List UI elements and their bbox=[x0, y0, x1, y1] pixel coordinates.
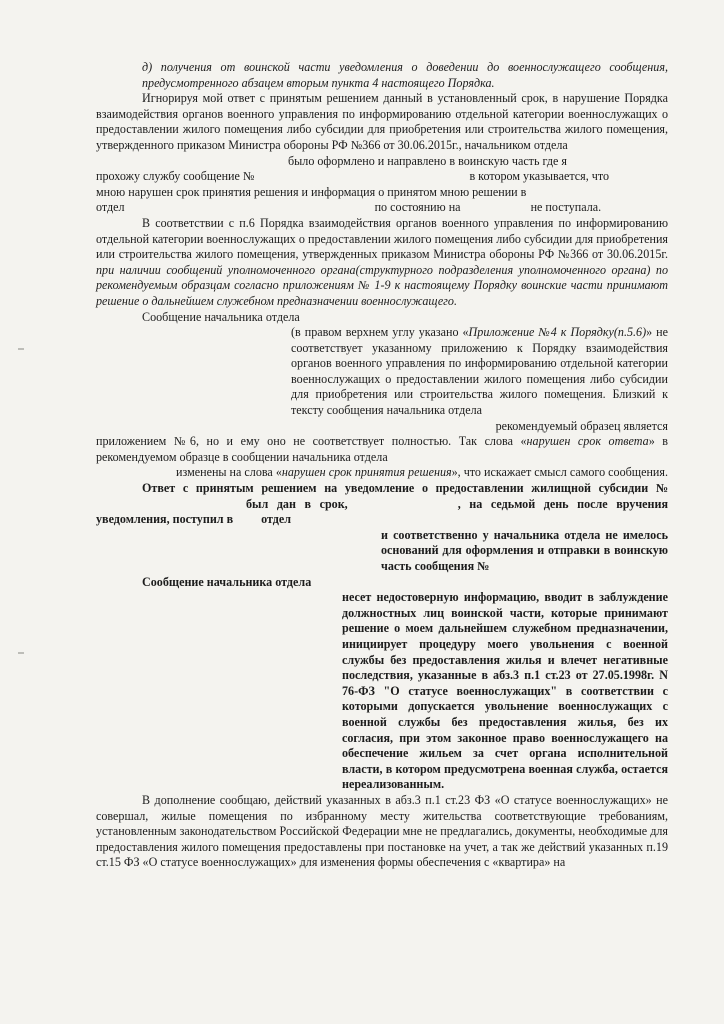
paragraph-answer bbox=[96, 481, 668, 528]
p6-text-a: Сообщение начальника отдела bbox=[142, 574, 312, 589]
paragraph-ignoring-cont2 bbox=[96, 169, 668, 185]
p2-text-e: мною нарушен срок принятия решения и информация о принятом мною решении в bbox=[96, 184, 527, 199]
paragraph-message-mismatch-cont4 bbox=[96, 465, 668, 481]
p7-text: В дополнение сообщаю, действий указанных в абз.3 п.1 ст.23 ФЗ «О статусе военнослужащих» не совершал, жилые помещения по избранному месту жительства соответствующие требованиям, установленным законодательством Российской Федерации мне не предлагались, документы, необходимые для предоставления жилого помещения предоставлены при постановке на учет, а так же действий указанных п.19 ст.15 ФЗ «О статусе военнослужащих» для изменения формы обеспечения с «квартира» на bbox=[96, 792, 668, 870]
p3-text-b: при наличии сообщений уполномоченного органа(структурного подразделения уполномоченного органа) по рекомендуемым образцам согласно приложениям № 1-9 к настоящему Порядку воинские части принимают решение о дальнейшем служебном предназначении военнослужащего. bbox=[96, 262, 668, 308]
p2-text-h: не поступала. bbox=[530, 200, 602, 215]
p4-text-h: » в рекомендуемом образце в сообщении начальника отдела bbox=[96, 434, 668, 464]
p2-text-f: отдел bbox=[96, 200, 125, 215]
paragraph-d-text: д) получения от воинской части уведомления о доведении до военнослужащего сообщения, предусмотренного абзацем вторым пункта 4 настоящего Порядка. bbox=[142, 60, 668, 90]
p5-text-d: отдел bbox=[261, 512, 292, 527]
p2-text-a: Игнорируя мой ответ с принятым решением данный в установленный срок, в нарушение Порядка взаимодействия органов военного управления по информированию отдельной категории военнослужащих о предоставлении жилого помещения либо субсидии для приобретения или строительства жилого помещения, утвержденного приказом Министра обороны РФ №366 от 30.06.2015г., начальником отдела bbox=[96, 91, 668, 152]
p4-text-c: Приложение №4 к Порядку(п.5.6) bbox=[468, 325, 647, 340]
paragraph-message-mismatch-cont bbox=[96, 325, 668, 419]
paragraph-message-mismatch-cont2 bbox=[96, 419, 668, 435]
p4-text-i: изменены на слова « bbox=[176, 465, 282, 480]
paragraph-ignoring bbox=[96, 91, 668, 153]
paragraph-message-mismatch bbox=[96, 310, 668, 326]
p5-text-f: не имелось оснований для оформления и отправки в воинскую часть сообщения № bbox=[381, 527, 668, 573]
paragraph-addition bbox=[96, 793, 668, 871]
p2-text-b: было оформлено и направлено в воинскую часть где я bbox=[288, 153, 567, 168]
p4-text-a: Сообщение начальника отдела bbox=[142, 309, 300, 324]
p4-text-b: (в правом верхнем углу указано « bbox=[291, 325, 469, 340]
p3-text-a: В соответствии с п.6 Порядка взаимодействия органов военного управления по информированию отдельной категории военнослужащих о предоставлении жилого помещения либо субсидии для приобретения или строительства жилого помещения, утвержденных приказом Министра обороны РФ №366 от 30.06.2015г. bbox=[96, 215, 668, 262]
p5-text-c: , на седьмой день после вручения уведомления, поступил в bbox=[96, 496, 669, 527]
paragraph-ignoring-cont1 bbox=[96, 154, 668, 170]
p4-text-e: рекомендуемый образец является bbox=[495, 418, 668, 433]
paragraph-unreliable bbox=[96, 575, 668, 591]
p2-text-c: прохожу службу сообщение № bbox=[96, 169, 255, 184]
p4-text-k: », что искажает смысл самого сообщения. bbox=[451, 465, 668, 480]
scan-mark bbox=[18, 652, 24, 654]
p5-text-a: Ответ с принятым решением на уведомление о предоставлении жилищной субсидии № bbox=[142, 481, 668, 496]
p5-text-b: был дан в срок, bbox=[246, 496, 348, 511]
paragraph-message-mismatch-cont3 bbox=[96, 434, 668, 465]
p4-text-f: приложением №6, но и ему оно не соответствует полностью. Так слова « bbox=[96, 434, 527, 449]
p2-text-g: по состоянию на bbox=[374, 200, 461, 215]
scan-mark bbox=[18, 348, 24, 350]
paragraph-ignoring-cont3 bbox=[96, 185, 668, 201]
p2-text-d: в котором указывается, что bbox=[469, 169, 610, 184]
paragraph-unreliable-cont bbox=[96, 590, 668, 793]
p5-text-e: и соответственно у начальника отдела bbox=[381, 527, 601, 542]
p6-text-b: несет недостоверную информацию, вводит в заблуждение должностных лиц воинской части, которые принимают решение о моем дальнейшем служебном предназначении, инициирует процедуру моего увольнения с военной службы без предоставления жилья и влечет негативные последствия, указанные в абз.3 п.1 ст.23 от 27.05.1998г. N 76-ФЗ "О статусе военнослужащих" в соответствии с которыми допускается увольнение военнослужащих с военной службы без предоставления жилья, без их согласия, при этом законное право военнослужащего на обеспечение жильем за счет органа исполнительной власти, в котором предусмотрена военная служба, остается нереализованным. bbox=[342, 590, 668, 792]
p4-text-j: нарушен срок принятия решения bbox=[281, 465, 452, 480]
paragraph-accordance bbox=[96, 216, 668, 310]
paragraph-d bbox=[96, 60, 668, 91]
document-body bbox=[96, 60, 668, 871]
paragraph-answer-cont bbox=[96, 528, 668, 575]
p4-text-g: нарушен срок ответа bbox=[526, 434, 649, 449]
p4-text-d: » не соответствует указанному приложению к Порядку взаимодействия органов военного управления по информированию отдельной категории военнослужащих о предоставлении жилого помещения либо субсидии для приобретения или строительства жилого помещения. Близкий к тексту сообщения начальника отдела bbox=[291, 325, 668, 418]
paragraph-ignoring-cont4 bbox=[96, 200, 668, 216]
